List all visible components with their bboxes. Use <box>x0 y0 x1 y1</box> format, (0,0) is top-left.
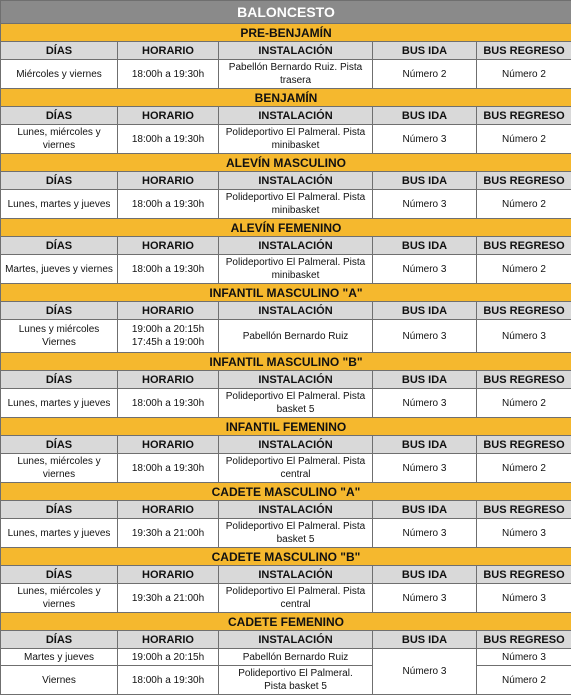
col-instalacion: INSTALACIÓN <box>219 436 373 454</box>
section-title: INFANTIL FEMENINO <box>1 418 571 436</box>
cell-dias-line: viernes <box>3 468 115 481</box>
cell-dias: Lunes, martes y jueves <box>1 389 118 418</box>
col-bus-regreso: BUS REGRESO <box>477 566 571 584</box>
cell-horario: 18:00h a 19:30h <box>118 389 219 418</box>
cell-dias: Lunes, martes y jueves <box>1 519 118 548</box>
col-bus-ida: BUS IDA <box>373 42 477 60</box>
col-instalacion: INSTALACIÓN <box>219 172 373 190</box>
cell-bus-ida: Número 3 <box>373 190 477 219</box>
section-header <box>1 548 571 566</box>
cell-dias-line: viernes <box>3 598 115 611</box>
cell-bus-regreso: Número 3 <box>477 584 571 613</box>
cell-dias-line: Lunes, miércoles y <box>3 585 115 598</box>
col-horario: HORARIO <box>118 42 219 60</box>
column-header-row <box>1 371 571 389</box>
col-dias: DÍAS <box>1 436 118 454</box>
col-instalacion: INSTALACIÓN <box>219 371 373 389</box>
cell-horario: 19:00h a 20:15h <box>118 649 219 666</box>
cell-dias-line: Lunes y miércoles <box>3 323 115 336</box>
section-header <box>1 353 571 371</box>
cell-instalacion-line: basket 5 <box>221 533 370 546</box>
column-header-row <box>1 302 571 320</box>
cell-instalacion-line: Polideportivo El Palmeral. Pista <box>221 455 370 468</box>
cell-dias <box>1 584 118 613</box>
cell-instalacion-line: minibasket <box>221 269 370 282</box>
col-bus-ida: BUS IDA <box>373 631 477 649</box>
col-horario: HORARIO <box>118 172 219 190</box>
column-header-row <box>1 566 571 584</box>
cell-instalacion <box>219 584 373 613</box>
cell-instalacion-line: Polideportivo El Palmeral. Pista <box>221 390 370 403</box>
col-bus-ida: BUS IDA <box>373 237 477 255</box>
cell-bus-regreso: Número 2 <box>477 60 571 89</box>
table-row <box>1 454 571 483</box>
cell-instalacion <box>219 389 373 418</box>
col-bus-regreso: BUS REGRESO <box>477 371 571 389</box>
col-horario: HORARIO <box>118 371 219 389</box>
cell-dias: Lunes, martes y jueves <box>1 190 118 219</box>
col-bus-regreso: BUS REGRESO <box>477 436 571 454</box>
section-title: BENJAMÍN <box>1 89 571 107</box>
section-header <box>1 89 571 107</box>
cell-horario <box>118 320 219 353</box>
cell-horario: 18:00h a 19:30h <box>118 190 219 219</box>
cell-bus-ida: Número 3 <box>373 255 477 284</box>
column-header-row <box>1 436 571 454</box>
section-title: ALEVÍN FEMENINO <box>1 219 571 237</box>
col-bus-ida: BUS IDA <box>373 436 477 454</box>
cell-instalacion-line: minibasket <box>221 204 370 217</box>
section-header <box>1 24 571 42</box>
cell-instalacion-line: Polideportivo El Palmeral. <box>221 667 370 680</box>
cell-dias-line: Lunes, miércoles y <box>3 455 115 468</box>
column-header-row <box>1 501 571 519</box>
cell-instalacion <box>219 666 373 695</box>
cell-instalacion-line: Polideportivo El Palmeral. Pista <box>221 256 370 269</box>
col-dias: DÍAS <box>1 631 118 649</box>
cell-instalacion <box>219 519 373 548</box>
section-title: CADETE FEMENINO <box>1 613 571 631</box>
col-instalacion: INSTALACIÓN <box>219 501 373 519</box>
cell-instalacion-line: central <box>221 598 370 611</box>
cell-dias <box>1 320 118 353</box>
cell-bus-ida: Número 2 <box>373 60 477 89</box>
cell-dias <box>1 125 118 154</box>
cell-dias-line: viernes <box>3 139 115 152</box>
cell-dias: Viernes <box>1 666 118 695</box>
col-instalacion: INSTALACIÓN <box>219 302 373 320</box>
cell-dias-line: Lunes, miércoles y <box>3 126 115 139</box>
col-bus-regreso: BUS REGRESO <box>477 501 571 519</box>
column-header-row <box>1 42 571 60</box>
table-row <box>1 125 571 154</box>
table-row <box>1 649 571 666</box>
col-bus-regreso: BUS REGRESO <box>477 42 571 60</box>
cell-instalacion-line: Pista basket 5 <box>221 680 370 693</box>
column-header-row <box>1 631 571 649</box>
col-bus-regreso: BUS REGRESO <box>477 302 571 320</box>
cell-horario: 18:00h a 19:30h <box>118 125 219 154</box>
cell-bus-ida: Número 3 <box>373 584 477 613</box>
cell-instalacion-line: Polideportivo El Palmeral. Pista <box>221 126 370 139</box>
cell-bus-ida: Número 3 <box>373 125 477 154</box>
col-instalacion: INSTALACIÓN <box>219 107 373 125</box>
col-horario: HORARIO <box>118 501 219 519</box>
cell-instalacion-line: trasera <box>221 74 370 87</box>
section-title: ALEVÍN MASCULINO <box>1 154 571 172</box>
cell-bus-regreso: Número 2 <box>477 666 571 695</box>
cell-bus-ida: Número 3 <box>373 389 477 418</box>
cell-horario: 19:30h a 21:00h <box>118 584 219 613</box>
table-row <box>1 519 571 548</box>
col-instalacion: INSTALACIÓN <box>219 631 373 649</box>
cell-bus-ida: Número 3 <box>373 320 477 353</box>
cell-horario: 18:00h a 19:30h <box>118 255 219 284</box>
cell-bus-regreso: Número 2 <box>477 255 571 284</box>
section-title: CADETE MASCULINO "A" <box>1 483 571 501</box>
col-horario: HORARIO <box>118 566 219 584</box>
col-bus-ida: BUS IDA <box>373 107 477 125</box>
cell-bus-ida: Número 3 <box>373 454 477 483</box>
cell-bus-regreso: Número 2 <box>477 125 571 154</box>
cell-instalacion-line: Polideportivo El Palmeral. Pista <box>221 191 370 204</box>
col-bus-regreso: BUS REGRESO <box>477 107 571 125</box>
cell-instalacion <box>219 190 373 219</box>
title-row <box>1 1 571 24</box>
sheet-title: BALONCESTO <box>1 1 571 24</box>
cell-horario-line: 17:45h a 19:00h <box>120 336 216 349</box>
col-dias: DÍAS <box>1 237 118 255</box>
col-bus-regreso: BUS REGRESO <box>477 237 571 255</box>
cell-instalacion <box>219 255 373 284</box>
cell-bus-regreso: Número 2 <box>477 389 571 418</box>
table-row <box>1 255 571 284</box>
col-horario: HORARIO <box>118 107 219 125</box>
col-bus-regreso: BUS REGRESO <box>477 172 571 190</box>
cell-horario: 18:00h a 19:30h <box>118 666 219 695</box>
section-title: INFANTIL MASCULINO "A" <box>1 284 571 302</box>
cell-instalacion-line: basket 5 <box>221 403 370 416</box>
column-header-row <box>1 172 571 190</box>
section-header <box>1 613 571 631</box>
cell-dias-line: Viernes <box>3 336 115 349</box>
cell-bus-regreso: Número 3 <box>477 519 571 548</box>
cell-instalacion <box>219 125 373 154</box>
cell-instalacion: Pabellón Bernardo Ruiz <box>219 649 373 666</box>
cell-instalacion-line: central <box>221 468 370 481</box>
col-horario: HORARIO <box>118 302 219 320</box>
cell-horario: 18:00h a 19:30h <box>118 454 219 483</box>
col-instalacion: INSTALACIÓN <box>219 566 373 584</box>
col-dias: DÍAS <box>1 172 118 190</box>
cell-instalacion <box>219 60 373 89</box>
section-header <box>1 154 571 172</box>
section-title: PRE-BENJAMÍN <box>1 24 571 42</box>
cell-bus-regreso: Número 2 <box>477 190 571 219</box>
table-row <box>1 584 571 613</box>
col-dias: DÍAS <box>1 501 118 519</box>
col-bus-ida: BUS IDA <box>373 302 477 320</box>
section-title: INFANTIL MASCULINO "B" <box>1 353 571 371</box>
section-header <box>1 483 571 501</box>
col-horario: HORARIO <box>118 631 219 649</box>
cell-dias: Martes y jueves <box>1 649 118 666</box>
col-horario: HORARIO <box>118 436 219 454</box>
cell-instalacion-line: Pabellón Bernardo Ruiz. Pista <box>221 61 370 74</box>
col-dias: DÍAS <box>1 107 118 125</box>
cell-dias: Martes, jueves y viernes <box>1 255 118 284</box>
col-bus-ida: BUS IDA <box>373 371 477 389</box>
col-bus-ida: BUS IDA <box>373 172 477 190</box>
col-dias: DÍAS <box>1 42 118 60</box>
cell-instalacion-line: minibasket <box>221 139 370 152</box>
table-row <box>1 60 571 89</box>
cell-bus-regreso: Número 2 <box>477 454 571 483</box>
cell-horario: 18:00h a 19:30h <box>118 60 219 89</box>
cell-bus-ida: Número 3 <box>373 519 477 548</box>
col-dias: DÍAS <box>1 371 118 389</box>
column-header-row <box>1 107 571 125</box>
section-header <box>1 219 571 237</box>
cell-dias <box>1 454 118 483</box>
col-bus-ida: BUS IDA <box>373 566 477 584</box>
col-dias: DÍAS <box>1 302 118 320</box>
cell-horario-line: 19:00h a 20:15h <box>120 323 216 336</box>
table-row <box>1 666 571 695</box>
section-header <box>1 418 571 436</box>
section-header <box>1 284 571 302</box>
cell-instalacion-line: Polideportivo El Palmeral. Pista <box>221 585 370 598</box>
cell-instalacion <box>219 454 373 483</box>
table-row <box>1 389 571 418</box>
cell-bus-ida: Número 3 <box>373 649 477 695</box>
column-header-row <box>1 237 571 255</box>
col-horario: HORARIO <box>118 237 219 255</box>
table-row <box>1 320 571 353</box>
cell-instalacion-line: Polideportivo El Palmeral. Pista <box>221 520 370 533</box>
cell-horario: 19:30h a 21:00h <box>118 519 219 548</box>
table-row <box>1 190 571 219</box>
cell-bus-regreso: Número 3 <box>477 649 571 666</box>
cell-bus-regreso: Número 3 <box>477 320 571 353</box>
cell-dias: Miércoles y viernes <box>1 60 118 89</box>
cell-instalacion: Pabellón Bernardo Ruiz <box>219 320 373 353</box>
col-instalacion: INSTALACIÓN <box>219 42 373 60</box>
section-title: CADETE MASCULINO "B" <box>1 548 571 566</box>
col-bus-ida: BUS IDA <box>373 501 477 519</box>
col-bus-regreso: BUS REGRESO <box>477 631 571 649</box>
col-instalacion: INSTALACIÓN <box>219 237 373 255</box>
col-dias: DÍAS <box>1 566 118 584</box>
